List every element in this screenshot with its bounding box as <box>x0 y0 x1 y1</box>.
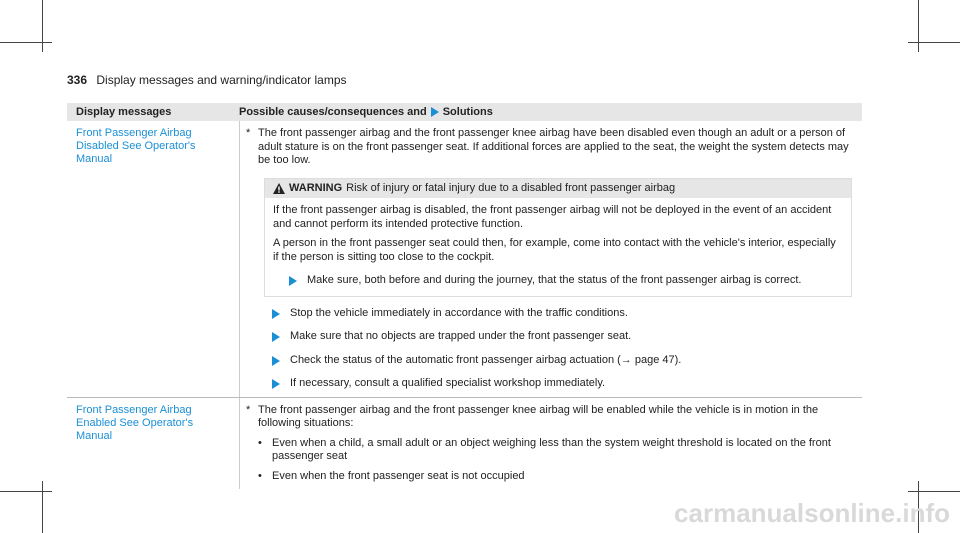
messages-table <box>67 103 862 489</box>
list-item <box>258 437 852 464</box>
warning-step-text: Make sure, both before and during the journey, that the status of the front passenger airbag is correct. <box>307 274 802 286</box>
cause-text: The front passenger airbag and the front passenger knee airbag have been disabled even though an adult or a person of adult stature is on the front passenger seat. If additional forces are applied to the seat, the weight the system detects may be too low. <box>258 127 849 166</box>
table-row <box>67 121 862 398</box>
warning-icon <box>273 183 285 194</box>
crop-mark <box>42 481 43 533</box>
warning-subtitle: Risk of injury or fatal injury due to a disabled front passenger airbag <box>346 181 676 194</box>
step-arrow-icon <box>272 332 280 342</box>
step-arrow-icon <box>289 276 297 286</box>
col-header-causes <box>239 106 862 118</box>
cause-text: The front passenger airbag and the front passenger knee airbag will be enabled while the vehicle is in motion in the following situations: <box>258 403 819 429</box>
solution-step-text: Check the status of the automatic front passenger airbag actuation (→ page 47). <box>290 353 682 366</box>
bullet-list <box>258 437 852 484</box>
watermark: carmanualsonline.info <box>674 498 950 528</box>
cause-paragraph <box>246 127 852 168</box>
message-cell: Front Passenger Airbag Disabled See Operator's Manual <box>67 121 240 397</box>
step-arrow-icon <box>272 309 280 319</box>
list-item-text: Even when a child, a small adult or an object weighing less than the system weight threshold is located on the front passenger seat <box>272 436 831 462</box>
page-header <box>67 73 347 87</box>
solution-step <box>246 330 852 344</box>
col-header-messages: Display messages <box>76 106 172 118</box>
col-header-causes-label: Possible causes/consequences and <box>239 106 427 118</box>
solution-step <box>246 354 852 368</box>
bullet-mark: • <box>258 436 262 449</box>
warning-box <box>264 178 852 297</box>
solution-step <box>246 307 852 321</box>
bullet-mark: • <box>258 469 262 482</box>
asterisk-mark: * <box>246 127 251 139</box>
solution-step-text: If necessary, consult a qualified specialist workshop immediately. <box>290 377 606 389</box>
message-cell: Front Passenger Airbag Enabled See Operator's Manual <box>67 398 240 490</box>
warning-paragraph: If the front passenger airbag is disabled, the front passenger airbag will not be deployed in the event of an accident and cannot perform its intended protective function. <box>273 204 832 230</box>
crop-mark <box>908 42 960 43</box>
table-row <box>67 398 862 490</box>
solution-step <box>246 377 852 391</box>
crop-mark <box>908 491 960 492</box>
table-header <box>67 103 862 121</box>
page-title: Display messages and warning/indicator lamps <box>96 73 347 87</box>
cause-paragraph <box>246 404 852 431</box>
warning-body <box>265 198 851 296</box>
crop-mark <box>42 0 43 52</box>
warning-step <box>273 274 843 288</box>
step-arrow-icon <box>272 356 280 366</box>
list-item <box>258 470 852 484</box>
warning-paragraph: A person in the front passenger seat could then, for example, come into contact with the vehicle's interior, especially if the person is sitting too close to the cockpit. <box>273 237 836 263</box>
col-header-solutions-label: Solutions <box>442 106 493 118</box>
asterisk-mark: * <box>246 403 251 416</box>
step-arrow-icon <box>272 379 280 389</box>
cause-cell <box>240 398 862 490</box>
solution-step-text: Stop the vehicle immediately in accordance with the traffic conditions. <box>290 306 628 319</box>
list-item-text: Even when the front passenger seat is not occupied <box>272 469 525 482</box>
arrow-icon <box>431 107 439 117</box>
warning-title: WARNING <box>289 181 343 194</box>
warning-header <box>265 179 851 199</box>
solution-step-text: Make sure that no objects are trapped under the front passenger seat. <box>290 330 632 342</box>
crop-mark <box>918 0 919 52</box>
page-number: 336 <box>67 73 88 87</box>
cause-cell <box>240 121 862 397</box>
crop-mark <box>0 491 52 492</box>
crop-mark <box>0 42 52 43</box>
